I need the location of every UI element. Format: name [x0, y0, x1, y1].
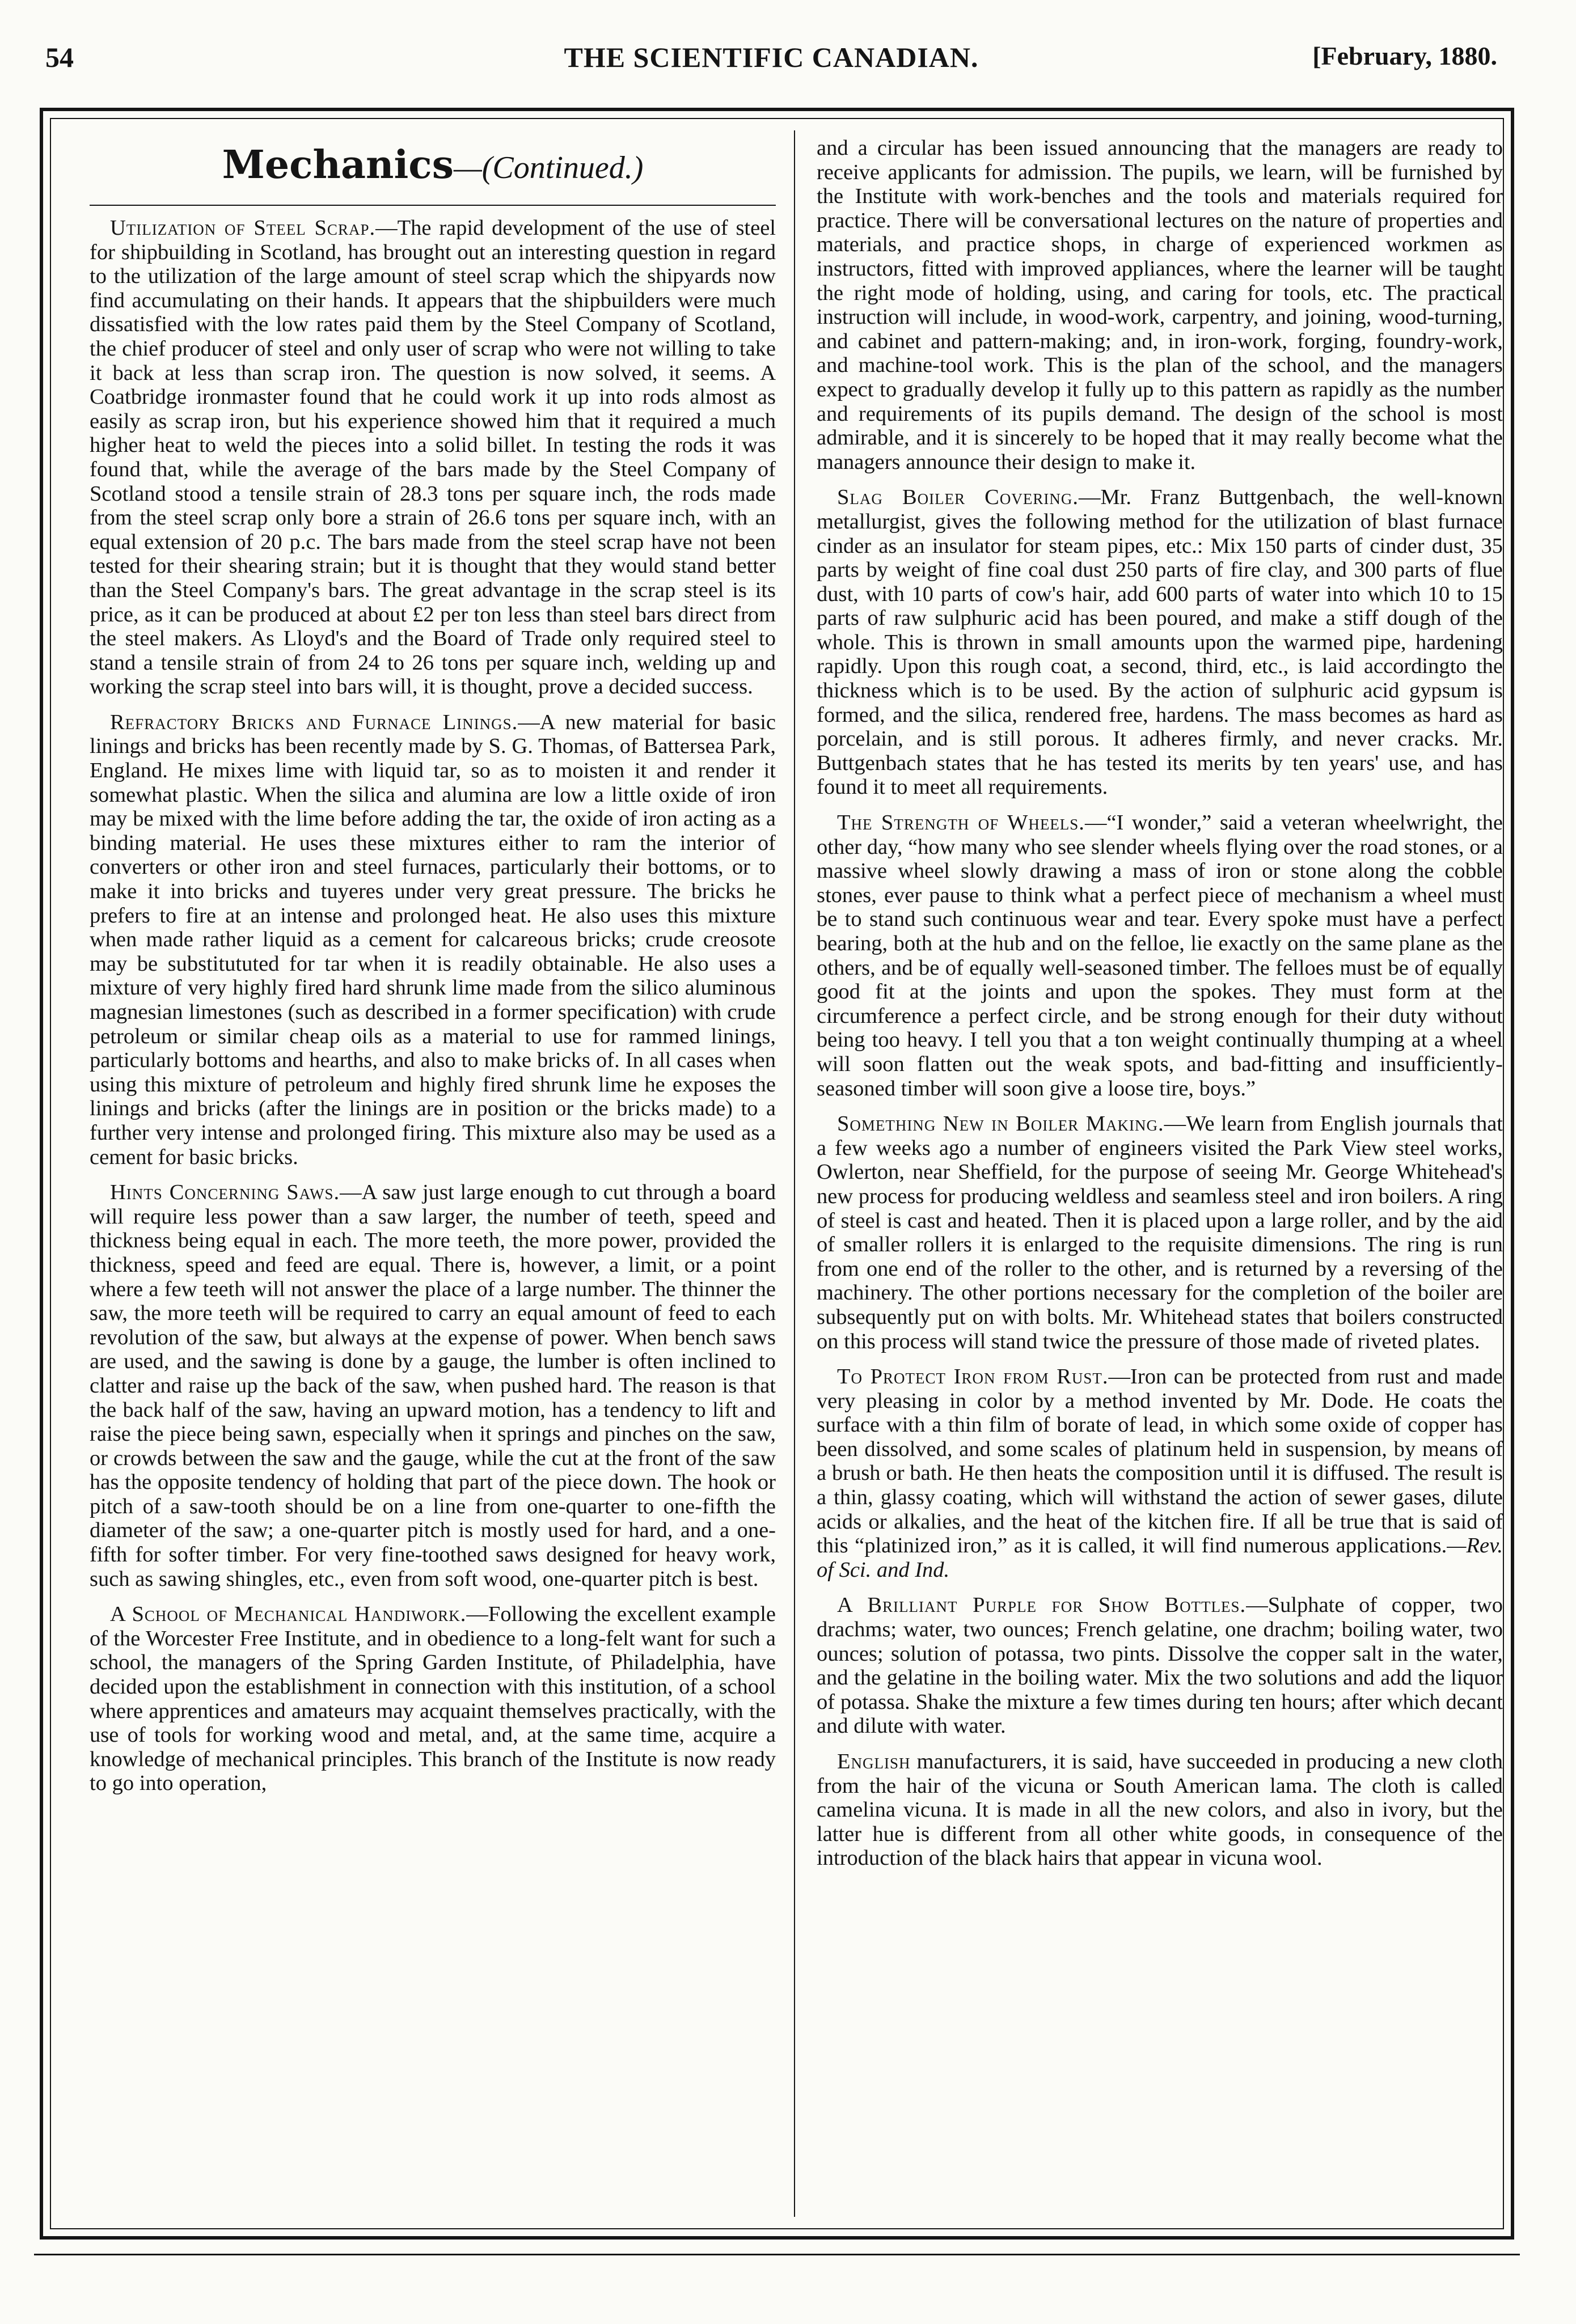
article-steel-scrap	[90, 216, 776, 699]
article-body: —Sulphate of copper, two drachms; water, two ounces; French gelatine, one drachm; boiling water, two ounces; solution of potassa, two pints. Dissolve the copper salt in the water, and the gelatine in the boiling water. Mix the two solutions and add the liquor of potassa. Shake the mixture a few times during ten hours; after which decant and dilute with water.	[817, 1593, 1503, 1738]
article-body: —A saw just large enough to cut through a board will require less power than a saw larger, the number of teeth, speed and thickness being equal in each. The more teeth, the more power, provided the thickness, speed and feed are equal. There is, however, a limit, or a point where a few teeth will not answer the place of a large number. The thinner the saw, the more teeth will be required to carry an equal amount of feed to each revolution of the saw, but always at the expense of power. When bench saws are used, and the sawing is done by a gauge, the lumber is often inclined to clatter and raise up the back of the saw, when pushed hard. The reason is that the back half of the saw, having an upward motion, has a tendency to lift and raise the piece being sawn, especially when it springs and pinches on the saw, or crowds between the saw and the gauge, while the cut at the front of the saw has the opposite tendency of holding that part of the piece down. The hook or pitch of a saw-tooth should be on a line from one-quarter to one-fifth the diameter of the saw; a one-quarter pitch is mostly used for hard, and a one-fifth for softer timber. For very fine-toothed saws designed for heavy work, such as sawing shingles, etc., even from soft wood, one-quarter pitch is best.	[90, 1180, 776, 1591]
article-body: manufacturers, it is said, have succeeded in producing a new cloth from the hair of the vicuna or South American lama. The cloth is called camelina vicuna. It is made in all the new colors, and also in ivory, but the latter hue is different from all other white goods, in consequence of the introduction of the black hairs that appear in vicuna wool.	[817, 1750, 1503, 1870]
article-title: A School of Mechanical Handiwork.	[110, 1602, 467, 1627]
issue-date: [February, 1880.	[1312, 41, 1497, 70]
article-body: —Following the excellent example of the Worcester Free Institute, and in obedience to a long-felt want for such a school, the managers of the Spring Garden Institute, of Philadelphia, have decided upon the establishment in connection with this institution, of a school where apprentices and amateurs may acquaint themselves practically, with the use of tools for working wood and metal, and, at the same time, acquire a knowledge of mechanical principles. This branch of the Institute is now ready to go into operation,	[90, 1602, 776, 1796]
article-boiler	[817, 1112, 1503, 1353]
section-heading	[90, 139, 776, 206]
left-column	[90, 136, 776, 2211]
article-title: A Brilliant Purple for Show Bottles.	[837, 1593, 1247, 1618]
article-title: The Strength of Wheels.	[837, 811, 1085, 835]
article-body: —“I wonder,” said a veteran wheelwright, the other day, “how many who see slender wheels flying over the road stones, or a massive wheel slowly drawing a mass of iron or stone along the cobble stones, ever pause to think what a perfect piece of mechanism a wheel must be to stand such continuous wear and tear. Every spoke must have a perfect bearing, both at the hub and on the felloe, lie exactly on the same plane as the others, and be of equally well-seasoned timber. The felloes must be of equally good fit at the joints and upon the spokes. They must form at the circumference a perfect circle, and be strong enough for their duty without being too heavy. I tell you that a ton weight continually thumping at a wheel will soon flatten out the weak spots, and bad-fitting and insufficiently-seasoned timber will soon give a loose tire, boys.”	[817, 811, 1503, 1100]
article-slag	[817, 485, 1503, 799]
article-body: —Mr. Franz Buttgenbach, the well-known metallurgist, gives the following method for the utilization of blast furnace cinder as an insulator for steam pipes, etc.: Mix 150 parts of cinder dust, 35 parts by weight of fine coal dust 250 parts of fire clay, and 300 parts of flue dust, with 10 parts of cow's hair, add 600 parts of water into which 10 to 15 parts of raw sulphuric acid has been poured, and make a stiff dough of the whole. This is thrown in small amounts upon the warmed pipe, hardening rapidly. Upon this rough coat, a second, third, etc., is laid accordingto the thickness which is to be used. By the action of sulphuric acid gypsum is formed, and the silica, rendered free, hardens. The mass becomes as hard as porcelain, and is still porous. It adheres firmly, and never cracks. Mr. Buttgenbach states that he has tested its merits by ten years' use, and has found it to meet all requirements.	[817, 485, 1503, 799]
article-refractory	[90, 710, 776, 1169]
article-body: —A new material for basic linings and bricks has been recently made by S. G. Thomas, of Battersea Park, England. He mixes lime with liquid tar, so as to moisten it and render it somewhat plastic. When the silica and alumina are low a little oxide of iron may be mixed with the lime before adding the tar, the oxide of iron acting as a binding material. He uses these mixtures either to ram the interior of converters or other iron and steel furnaces, particularly their bottoms, or to make it into bricks and tuyeres under very great pressure. The bricks he prefers to fire at an intense and prolonged heat. He also uses this mixture when made rather liquid as a cement for calcareous bricks; crude creosote may be substitututed for tar when it is readily obtainable. He also uses a mixture of very highly fired hard shrunk lime made from the silico aluminous magnesian limestones (such as described in a former specification) with crude petroleum or similar cheap oils as a material to use for rammed linings, particularly bottoms and hearths, and also to make bricks of. In all cases when using this mixture of petroleum and highly fired shrunk lime he exposes the linings and bricks (after the linings are in position or the bricks made) to a further very intense and prolonged firing. This mixture also may be used as a cement for basic bricks.	[90, 710, 776, 1169]
article-source: —Rev. of Sci. and Ind.	[817, 1534, 1503, 1582]
journal-title: THE SCIENTIFIC CANADIAN.	[564, 41, 979, 73]
right-column	[817, 136, 1503, 2211]
page-frame-inner	[50, 118, 1504, 2229]
article-title: Something New in Boiler Making.	[837, 1112, 1164, 1136]
bottom-rule	[34, 2254, 1520, 2255]
article-school-continuation: and a circular has been issued announcing that the managers are ready to receive applicants for admission. The pupils, we learn, will be furnished by the Institute with work-benches and the tools and materials required for practice. There will be conversational lectures on the nature of properties and materials, and practice shops, in charge of experienced workmen as instructors, fitted with improved appliances, where the learner will be taught the right mode of holding, using, and caring for tools, etc. The practical instruction will include, in wood-work, carpentry, and joining, wood-turning, and cabinet and pattern-making; and, in iron-work, forging, foundry-work, and machine-tool work. This is the plan of the school, and the managers expect to gradually develop it fully up to this pattern as rapidly as the number and requirements of its pupils demand. The design of the school is most admirable, and it is sincerely to be hoped that it may really become what the managers announce their design to make it.	[817, 136, 1503, 474]
article-title: To Protect Iron from Rust.	[837, 1365, 1109, 1389]
article-title: Slag Boiler Covering.	[837, 485, 1079, 510]
article-title: English	[837, 1750, 911, 1773]
article-school	[90, 1602, 776, 1796]
article-body: —We learn from English journals that a few weeks ago a number of engineers visited the Park View steel works, Owlerton, near Sheffield, for the purpose of seeing Mr. George Whitehead's new process for producing weldless and seamless steel and iron boilers. A ring of steel is cast and heated. Then it is placed upon a large roller, and by the aid of smaller rollers it is enlarged to the requisite dimensions. The ring is run from one end of the roller to the other, and is returned by a reversing of the machinery. The other portions necessary for the completion of the boiler are subsequently put on with bolts. Mr. Whitehead states that boilers constructed on this process will stand twice the pressure of those made of riveted plates.	[817, 1112, 1503, 1353]
article-title: Utilization of Steel Scrap.	[110, 216, 376, 240]
article-saws	[90, 1180, 776, 1591]
article-wheels	[817, 811, 1503, 1100]
article-english	[817, 1750, 1503, 1870]
page-number: 54	[45, 41, 74, 73]
article-title: Hints Concerning Saws.	[110, 1180, 340, 1205]
article-rust	[817, 1365, 1503, 1582]
article-body: —The rapid development of the use of steel for shipbuilding in Scotland, has brought out an interesting question in regard to the utilization of the large amount of steel scrap which the shipyards now find accumulating on their hands. It appears that the shipbuilders were much dissatisfied with the low rates paid them by the Steel Company of Scotland, the chief producer of steel and only user of scrap who were not willing to take it back at less than scrap iron. The question is now solved, it seems. A Coatbridge ironmaster found that he could work it up into rods almost as easily as scrap iron, but his experience showed him that it required a much higher heat to weld the pieces into a solid billet. In testing the rods it was found that, while the average of the bars made by the Steel Company of Scotland stood a tensile strain of 28.3 tons per square inch, the rods made from the steel scrap only bore a strain of 26.6 tons per square inch, with an equal extension of 20 p.c. The bars made from the steel scrap have not been tested for their shearing strain; but it is thought that they would stand better than the Steel Company's bars. The great advantage in the scrap steel is its price, as it can be produced at about £2 per ton less than steel bars direct from the steel makers. As Lloyd's and the Board of Trade only required steel to stand a tensile strain of from 24 to 26 tons per square inch, welding up and working the scrap steel into bars will, it is thought, prove a decided success.	[90, 216, 776, 699]
page-frame	[40, 108, 1514, 2240]
article-title: Refractory Bricks and Furnace Linings.	[110, 710, 518, 734]
article-purple	[817, 1593, 1503, 1738]
section-continued: —(Continued.)	[453, 150, 644, 185]
article-body: —Iron can be protected from rust and made very pleasing in color by a method invented by Mr. Dode. He coats the surface with a thin film of borate of lead, in which some oxide of copper has been dissolved, and some scales of platinum held in suspension, by means of a brush or bath. He then heats the composition until it is diffused. The result is a thin, glassy coating, which will withstand the action of sewer gases, dilute acids or alkalies, and the heat of the kitchen fire. If all be true that is said of this “platinized iron,” as it is called, it will find numerous applications.	[817, 1365, 1503, 1558]
page-header	[45, 35, 1497, 81]
section-title: Mechanics	[222, 142, 454, 188]
column-divider	[794, 130, 795, 2217]
